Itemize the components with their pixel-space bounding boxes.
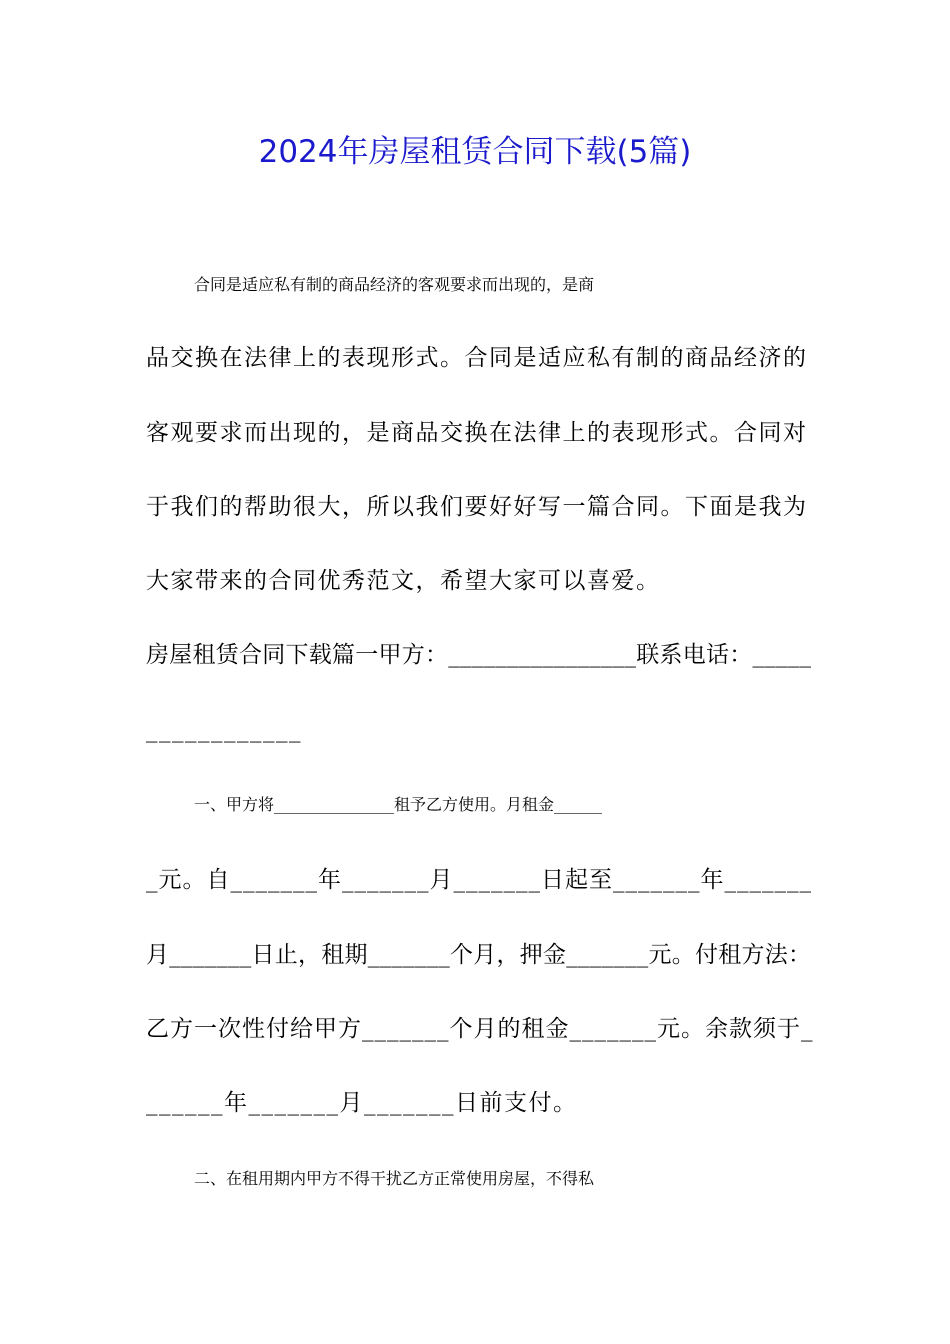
paragraph-line: 大家带来的合同优秀范文，希望大家可以喜爱。 — [146, 568, 661, 594]
clause-line: _元。自_______年_______月_______日起至_______年_______ — [146, 867, 812, 893]
contract-heading-line: 房屋租赁合同下载篇一甲方：________________联系电话：_____ — [146, 642, 812, 668]
clause-line: ______年_______月_______日前支付。 — [146, 1090, 578, 1116]
document-title: 2024年房屋租赁合同下载(5篇) — [258, 134, 692, 170]
clause-line: 月_______日止，租期_______个月，押金_______元。付租方法： — [146, 942, 812, 968]
paragraph-line: 品交换在法律上的表现形式。合同是适应私有制的商品经济的 — [146, 345, 808, 371]
clause-line: 乙方一次性付给甲方_______个月的租金_______元。余款须于_ — [146, 1016, 814, 1042]
paragraph-line: 合同是适应私有制的商品经济的客观要求而出现的，是商 — [194, 275, 595, 294]
paragraph-line: 于我们的帮助很大，所以我们要好好写一篇合同。下面是我为 — [146, 494, 808, 520]
paragraph-line: 客观要求而出现的，是商品交换在法律上的表现形式。合同对 — [146, 420, 808, 446]
blank-line: ____________ — [146, 717, 302, 743]
clause-line: 一、甲方将_______________租予乙方使用。月租金______ — [194, 795, 603, 814]
clause-line: 二、在租用期内甲方不得干扰乙方正常使用房屋，不得私 — [194, 1169, 595, 1188]
